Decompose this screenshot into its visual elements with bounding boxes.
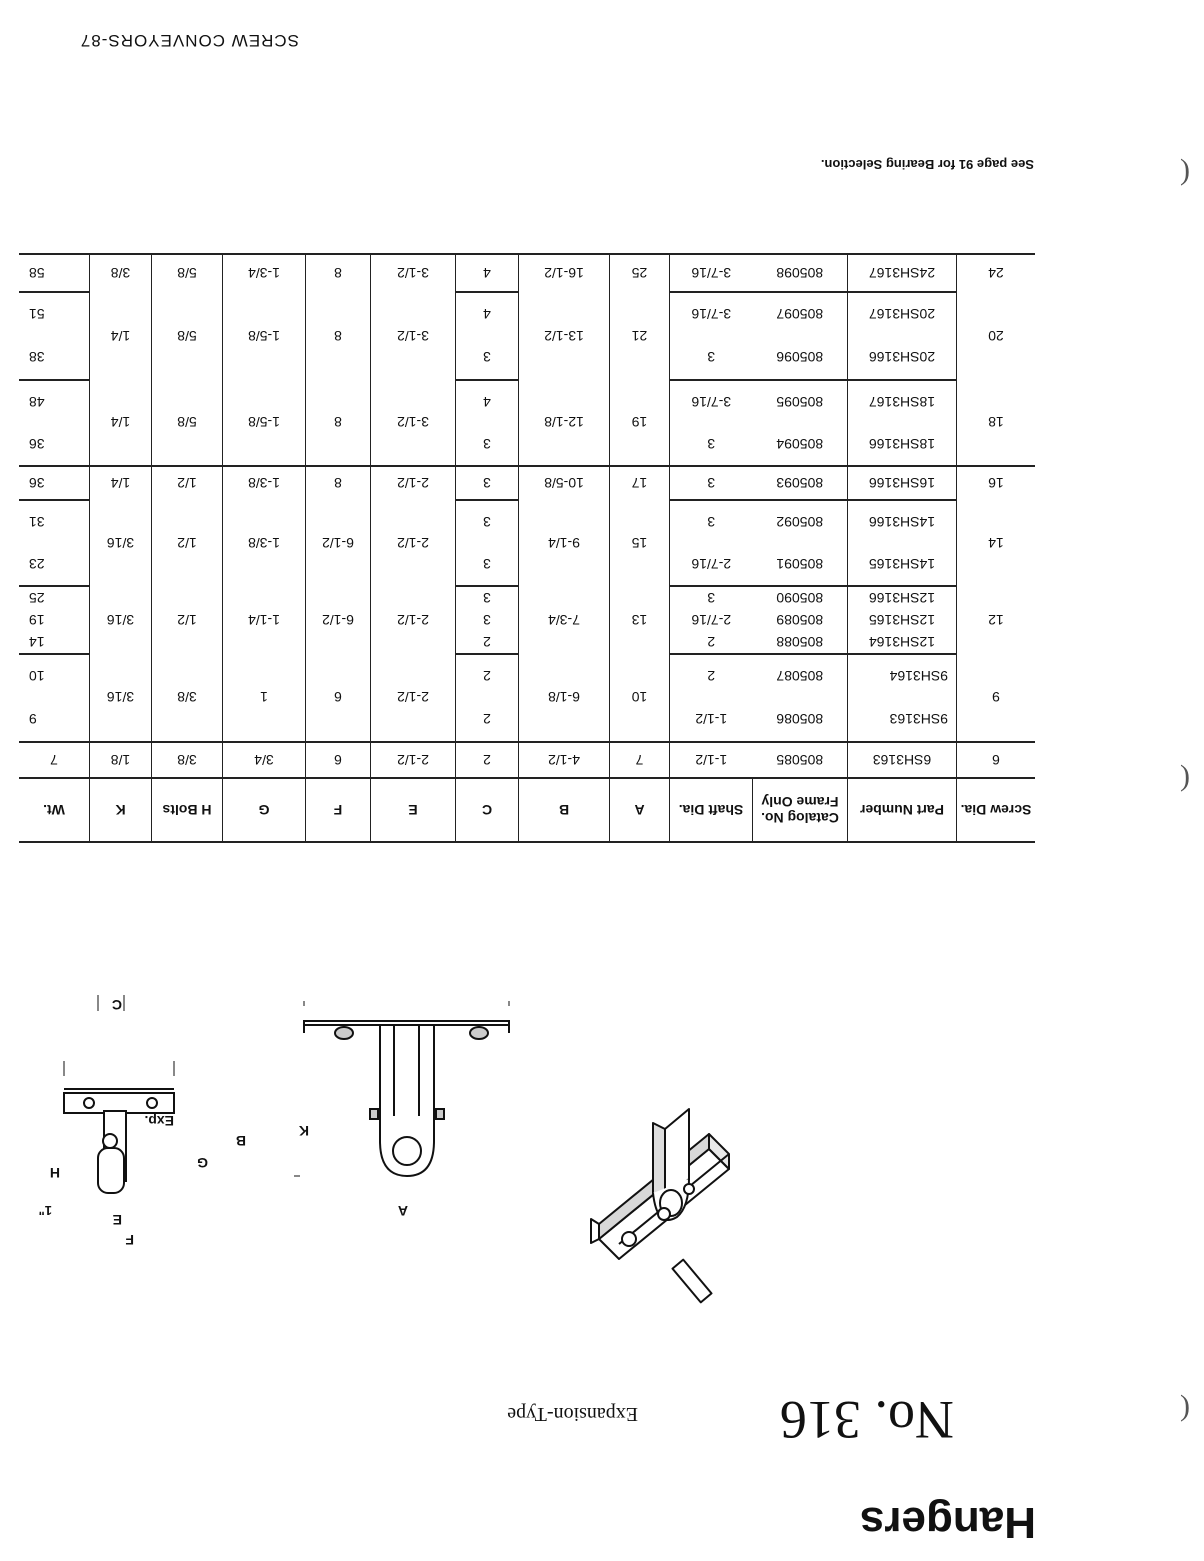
cell-e: 2-1/2: [371, 742, 456, 778]
cell-part: 14SH3165: [848, 543, 957, 586]
cell-catalog: 805097: [753, 292, 848, 336]
cell-f: 6: [306, 654, 371, 742]
cell-part: 12SH3164: [848, 631, 957, 654]
specification-table: [19, 253, 1035, 843]
cell-shaft: 3-7/16: [670, 292, 753, 336]
cell-shaft: 2-7/16: [670, 609, 753, 631]
cell-shaft: 2-7/16: [670, 543, 753, 586]
cell-c: 3: [456, 423, 519, 466]
cell-wt: 36: [19, 423, 90, 466]
cell-wt: 23: [19, 543, 90, 586]
cell-wt: 51: [19, 292, 90, 336]
cell-g: 1-5/8: [223, 292, 306, 380]
cell-g: 1: [223, 654, 306, 742]
cell-b: 9-1/4: [519, 500, 610, 586]
cell-e: 3-1/2: [371, 254, 456, 292]
cell-shaft: 3: [670, 336, 753, 380]
cell-c: 2: [456, 654, 519, 698]
cell-catalog: 805088: [753, 631, 848, 654]
cell-part: 18SH3166: [848, 423, 957, 466]
dim-label-g: G: [197, 1155, 208, 1171]
cell-c: 3: [456, 609, 519, 631]
cell-wt: 14: [19, 631, 90, 654]
table-row: [19, 698, 1035, 742]
cell-shaft: 1-1/2: [670, 698, 753, 742]
cell-b: 12-1/8: [519, 380, 610, 466]
cell-e: 2-1/2: [371, 466, 456, 500]
cell-shaft: 3-7/16: [670, 380, 753, 423]
cell-f: 8: [306, 380, 371, 466]
table-row: [19, 254, 1035, 292]
cell-screw: 16: [957, 466, 1036, 500]
cell-b: 16-1/2: [519, 254, 610, 292]
cell-catalog: 805091: [753, 543, 848, 586]
cell-a: 10: [610, 654, 670, 742]
col-shaft-dia: Shaft Dia.: [670, 778, 753, 842]
table-row: [19, 631, 1035, 654]
cell-h: 5/8: [152, 254, 223, 292]
cell-wt: 25: [19, 586, 90, 609]
cell-c: 3: [456, 586, 519, 609]
col-k: K: [90, 778, 152, 842]
cell-shaft: 2: [670, 654, 753, 698]
cell-a: 15: [610, 500, 670, 586]
cell-catalog: 805093: [753, 466, 848, 500]
cell-catalog: 805092: [753, 500, 848, 543]
table-row: [19, 466, 1035, 500]
cell-e: 2-1/2: [371, 500, 456, 586]
cell-shaft: 3: [670, 500, 753, 543]
cell-k: 1/4: [90, 292, 152, 380]
cell-screw: 24: [957, 254, 1036, 292]
cell-f: 8: [306, 254, 371, 292]
cell-catalog: 805094: [753, 423, 848, 466]
cell-k: 1/4: [90, 380, 152, 466]
cell-b: 10-5/8: [519, 466, 610, 500]
cell-part: 9SH3163: [848, 698, 957, 742]
dim-label-b: B: [235, 1133, 246, 1149]
subtitle: Expansion-Type: [507, 1403, 638, 1425]
cell-c: 4: [456, 292, 519, 336]
cell-part: 9SH3164: [848, 654, 957, 698]
cell-b: 7-3/4: [519, 586, 610, 654]
cell-wt: 48: [19, 380, 90, 423]
cell-c: 4: [456, 254, 519, 292]
cell-wt: 9: [19, 698, 90, 742]
exp-label: Exp.: [144, 1113, 174, 1129]
cell-c: 2: [456, 631, 519, 654]
cell-wt: 31: [19, 500, 90, 543]
cell-k: 3/8: [90, 254, 152, 292]
col-h-bolts: H Bolts: [152, 778, 223, 842]
cell-f: 8: [306, 466, 371, 500]
cell-shaft: 3: [670, 586, 753, 609]
cell-e: 3-1/2: [371, 380, 456, 466]
cell-e: 2-1/2: [371, 654, 456, 742]
cell-g: 1-3/8: [223, 500, 306, 586]
cell-screw: 14: [957, 500, 1036, 586]
cell-g: 1-5/8: [223, 380, 306, 466]
cell-catalog: 805098: [753, 254, 848, 292]
cell-catalog: 805085: [753, 742, 848, 778]
dim-label-f: F: [125, 1232, 134, 1248]
table-row: [19, 423, 1035, 466]
cell-part: 6SH3163: [848, 742, 957, 778]
cell-part: 14SH3166: [848, 500, 957, 543]
binder-mark-icon: (: [1180, 1394, 1190, 1427]
bearing-footnote: See page 91 for Bearing Selection.: [820, 157, 1034, 172]
col-e: E: [371, 778, 456, 842]
cell-h: 3/8: [152, 654, 223, 742]
col-catalog-no: Catalog No. Frame Only: [753, 778, 848, 842]
cell-h: 3/8: [152, 742, 223, 778]
running-footer: SCREW CONVEYORS-87: [79, 31, 299, 50]
cell-a: 21: [610, 292, 670, 380]
cell-wt: 58: [19, 254, 90, 292]
dim-label-a: A: [397, 1203, 408, 1219]
col-g: G: [223, 778, 306, 842]
cell-screw: 20: [957, 292, 1036, 380]
cell-part: 20SH3167: [848, 292, 957, 336]
cell-c: 3: [456, 500, 519, 543]
col-f: F: [306, 778, 371, 842]
cell-g: 1-3/4: [223, 254, 306, 292]
cell-part: 18SH3167: [848, 380, 957, 423]
cell-wt: 19: [19, 609, 90, 631]
cell-screw: 6: [957, 742, 1036, 778]
cell-k: 3/16: [90, 586, 152, 654]
cell-wt: 38: [19, 336, 90, 380]
cell-f: 6-1/2: [306, 500, 371, 586]
cell-wt: 10: [19, 654, 90, 698]
cell-part: 16SH3166: [848, 466, 957, 500]
cell-catalog: 805089: [753, 609, 848, 631]
binder-mark-icon: (: [1180, 158, 1190, 191]
cell-catalog: 805096: [753, 336, 848, 380]
cell-h: 5/8: [152, 292, 223, 380]
cell-part: 12SH3165: [848, 609, 957, 631]
cell-a: 17: [610, 466, 670, 500]
table-row: [19, 543, 1035, 586]
page-title: Hangers: [859, 1498, 1036, 1547]
cell-a: 25: [610, 254, 670, 292]
hanger-front-elevation: [294, 1001, 514, 1201]
cell-h: 1/2: [152, 466, 223, 500]
cell-c: 4: [456, 380, 519, 423]
table-row: [19, 742, 1035, 778]
cell-wt: 7: [19, 742, 90, 778]
cell-c: 3: [456, 543, 519, 586]
cell-screw: 18: [957, 380, 1036, 466]
cell-a: 7: [610, 742, 670, 778]
cell-catalog: 805095: [753, 380, 848, 423]
cell-e: 3-1/2: [371, 292, 456, 380]
col-part-number: Part Number: [848, 778, 957, 842]
cell-part: 20SH3166: [848, 336, 957, 380]
cell-catalog: 805086: [753, 698, 848, 742]
cell-catalog: 805090: [753, 586, 848, 609]
cell-f: 6-1/2: [306, 586, 371, 654]
cell-shaft: 1-1/2: [670, 742, 753, 778]
hanger-isometric-drawing: [589, 1059, 749, 1339]
model-number: No. 316: [780, 1390, 954, 1450]
cell-k: 1/8: [90, 742, 152, 778]
cell-h: 5/8: [152, 380, 223, 466]
cell-h: 1/2: [152, 586, 223, 654]
dim-label-inch: 1": [38, 1203, 52, 1218]
dim-label-h: H: [49, 1165, 60, 1181]
cell-e: 2-1/2: [371, 586, 456, 654]
cell-c: 3: [456, 336, 519, 380]
cell-shaft: 3-7/16: [670, 254, 753, 292]
cell-catalog: 805087: [753, 654, 848, 698]
cell-k: 3/16: [90, 500, 152, 586]
cell-wt: 36: [19, 466, 90, 500]
table-row: [19, 336, 1035, 380]
col-wt: Wt.: [19, 778, 90, 842]
cell-k: 3/16: [90, 654, 152, 742]
cell-c: 2: [456, 698, 519, 742]
cell-k: 1/4: [90, 466, 152, 500]
cell-a: 19: [610, 380, 670, 466]
cell-h: 1/2: [152, 500, 223, 586]
cell-c: 2: [456, 742, 519, 778]
cell-b: 4-1/2: [519, 742, 610, 778]
cell-g: 3/4: [223, 742, 306, 778]
cell-a: 13: [610, 586, 670, 654]
cell-b: 6-1/8: [519, 654, 610, 742]
col-a: A: [610, 778, 670, 842]
dim-label-k: K: [298, 1123, 309, 1139]
cell-shaft: 3: [670, 423, 753, 466]
cell-g: 1-1/4: [223, 586, 306, 654]
cell-g: 1-3/8: [223, 466, 306, 500]
col-screw-dia: Screw Dia.: [957, 778, 1036, 842]
cell-screw: 9: [957, 654, 1036, 742]
dim-label-e: E: [112, 1212, 122, 1228]
cell-screw: 12: [957, 586, 1036, 654]
table-header-row: [19, 778, 1035, 842]
binder-mark-icon: (: [1180, 764, 1190, 797]
cell-part: 24SH3167: [848, 254, 957, 292]
cell-part: 12SH3166: [848, 586, 957, 609]
cell-shaft: 3: [670, 466, 753, 500]
col-c: C: [456, 778, 519, 842]
col-b: B: [519, 778, 610, 842]
dim-label-c: C: [111, 997, 122, 1013]
cell-b: 13-1/2: [519, 292, 610, 380]
cell-c: 3: [456, 466, 519, 500]
cell-f: 6: [306, 742, 371, 778]
cell-shaft: 2: [670, 631, 753, 654]
cell-f: 8: [306, 292, 371, 380]
